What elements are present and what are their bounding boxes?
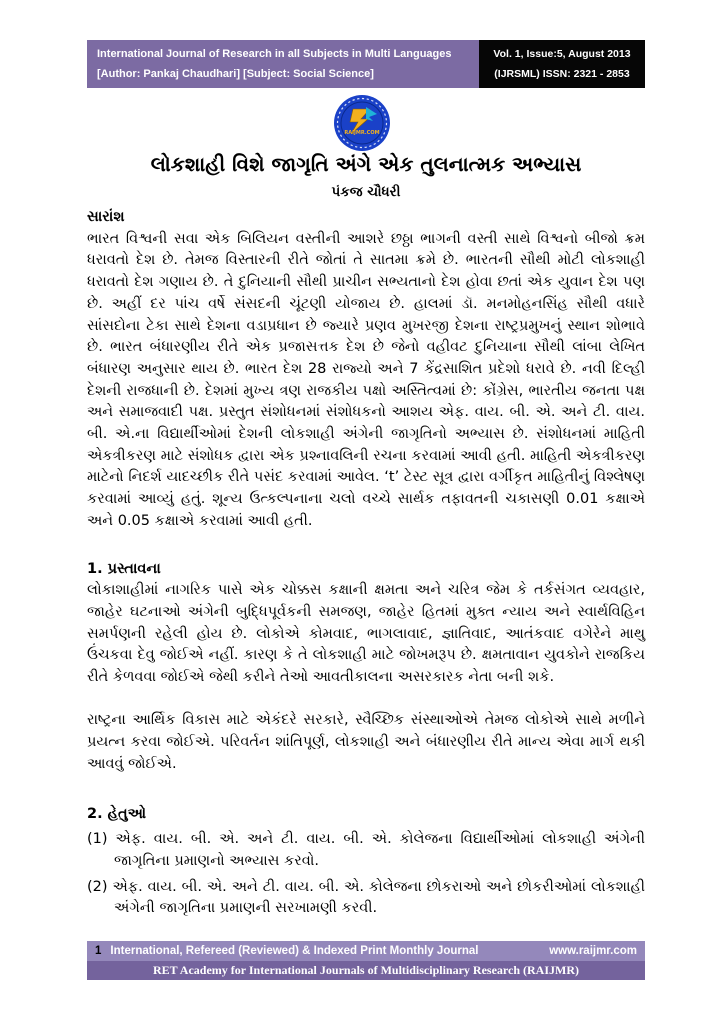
issn-line: (IJRSML) ISSN: 2321 - 2853 [494, 67, 630, 80]
article-author: પંકજ ચૌધરી [331, 184, 401, 200]
introduction-paragraph-2: રાષ્ટ્રના આર્થિક વિકાસ માટે એકંદરે સરકારે, સ્વૈચ્છિક સંસ્થાઓએ તેમજ લોકોએ સાથે મળીને પ્રયત્ન કરવા જોઈએ. પરિવર્તન શાંતિપૂર્ણ, લોકશાહી અને બંધારણીય રીતે માન્ય એવા માર્ગ થકી આવવું જોઈએ. [87, 712, 645, 772]
page-number: 1 [95, 945, 102, 957]
journal-title-banner [87, 40, 479, 88]
logo-text: RAIJMR.COM [344, 130, 380, 136]
objective-item [87, 829, 645, 872]
objective-text: એફ. વાય. બી. એ. અને ટી. વાય. બી. એ. કોલેજના છોકરાઓ અને છોકરીઓમાં લોકશાહી અંગેની જાગૃતિના પ્રમાણની સરખામણી કરવી. [112, 878, 645, 917]
academy-line: RET Academy for International Journals of Multidisciplinary Research (RAIJMR) [87, 961, 645, 980]
article-title: લોકશાહી વિશે જાગૃતિ અંગે એક તુલનાત્મક અભ્યાસ [150, 152, 582, 176]
journal-header [87, 40, 645, 88]
article-body [87, 207, 645, 920]
issue-banner [479, 40, 645, 88]
author-subject-line: [Author: Pankaj Chaudhari] [Subject: Social Science] [97, 67, 374, 80]
abstract-heading: સારાંશ [87, 209, 125, 225]
journal-footer [87, 941, 645, 980]
abstract-paragraph: ભારત વિશ્વની સવા એક બિલિયન વસ્તીની આશરે છઠ્ઠા ભાગની વસ્તી સાથે વિશ્વનો બીજો ક્રમ ધરાવતો દેશ છે. તેમજ વિસ્તારની રીતે જોતાં તે સાતમા ક્રમે છે. ભારતની સૌથી મોટી લોકશાહી ધરાવતો દેશ ગણાય છે. તે દુનિયાની સૌથી પ્રાચીન સભ્યતાનો દેશ હોવા છતાં એક યુવાન દેશ પણ છે. અહીં દર પાંચ વર્ષે સંસદની ચૂંટણી યોજાય છે. હાલમાં ડૉ. મનમોહનસિંહ સૌથી વધારે સાંસદોના ટેકા સાથે દેશના વડાપ્રધાન છે જ્યારે પ્રણવ મુખરજી દેશના રાષ્ટ્રપ્રમુખનું સ્થાન શોભાવે છે. ભારત બંધારણીય રીતે એક પ્રજાસત્તક દેશ છે જેનો વહીવટ દુનિયાના સૌથી લાંબા લેખિત બંધારણ અનુસાર થાય છે. ભારત દેશ 28 રાજ્યો અને 7 કેંદ્રસાશિત પ્રદેશો ધરાવે છે. નવી દિલ્હી દેશની રાજધાની છે. દેશમાં મુખ્ય ત્રણ રાજકીય પક્ષો અસ્તિત્વમાં છે: કોંગ્રેસ, ભારતીય જનતા પક્ષ અને સમાજવાદી પક્ષ. પ્રસ્તુત સંશોધનમાં સંશોધકનો આશય એફ. વાય. બી. એ. અને ટી. વાય. બી. એ.ના વિદ્યાર્થીઓમાં દેશની લોકશાહી અંગેની જાગૃતિનો અભ્યાસ છે. સંશોધનમાં માહિતી એકત્રીકરણ માટે સંશોધક દ્વારા એક પ્રશ્નાવલિની રચના કરવામાં આવી હતી. માહિતી એકત્રીકરણ માટેનો નિદર્શ યાદચ્છીક રીતે પસંદ કરવામાં આવેલ. ‘t’ ટેસ્ટ સૂત્ર દ્વારા વર્ગીકૃત માહિતીનું વિશ્લેષણ કરવામાં આવ્યું હતું. શૂન્ય ઉત્કલ્પનાના ચલો વચ્ચે સાર્થક તફાવતની ચકાસણી 0.01 કક્ષાએ અને 0.05 કક્ષાએ કરવામાં આવી હતી. [87, 230, 645, 529]
objective-item [87, 877, 645, 920]
journal-name: International Journal of Research in all Subjects in Multi Languages [97, 47, 452, 60]
footer-top-row [87, 941, 645, 961]
introduction-paragraph-1: લોકાશાહીમાં નાગરિક પાસે એક ચોક્કસ કક્ષાની ક્ષમતા અને ચરિત્ર જેમ કે તર્કસંગત વ્યવહાર, જાહેર ઘટનાઓ અંગેની બુદ્ધિપૂર્વકની સમજણ, જાહેર હિતમાં મુક્ત ન્યાય અને સ્વાર્થવિહિન સમર્પણની રહેલી હોય છે. લોકોએ કોમવાદ, ભાગલાવાદ, જ્ઞાતિવાદ, આતંકવાદ વગેરેને માથુ ઉંચકવા દેવુ જોઈએ નહીં. કારણ કે તે લોકશાહી માટે જોખમરૂપ છે. ક્ષમતાવાન યુવકોને રાજકિય રીતે કેળવવા જોઈએ જેથી કરીને તેઓ આવતીકાલના અસરકારક નેતા બની શકે. [87, 582, 645, 686]
objectives-heading: 2. હેતુઓ [87, 805, 147, 822]
volume-issue: Vol. 1, Issue:5, August 2013 [493, 47, 631, 60]
section-abstract [87, 207, 645, 533]
objective-number: (1) [87, 831, 108, 848]
website-url: www.raijmr.com [549, 945, 637, 957]
section-introduction [87, 559, 645, 776]
section-objectives [87, 804, 645, 921]
introduction-heading: 1. પ્રસ્તાવના [87, 560, 161, 577]
raijmr-logo-icon [0, 94, 724, 156]
journal-type-label: International, Refereed (Reviewed) & Indexed Print Monthly Journal [110, 945, 479, 957]
objective-text: એફ. વાય. બી. એ. અને ટી. વાય. બી. એ. કોલેજના વિદ્યાર્થીઓમાં લોકશાહી અંગેની જાગૃતિના પ્રમાણનો અભ્યાસ કરવો. [114, 831, 645, 869]
objective-number: (2) [87, 878, 108, 895]
